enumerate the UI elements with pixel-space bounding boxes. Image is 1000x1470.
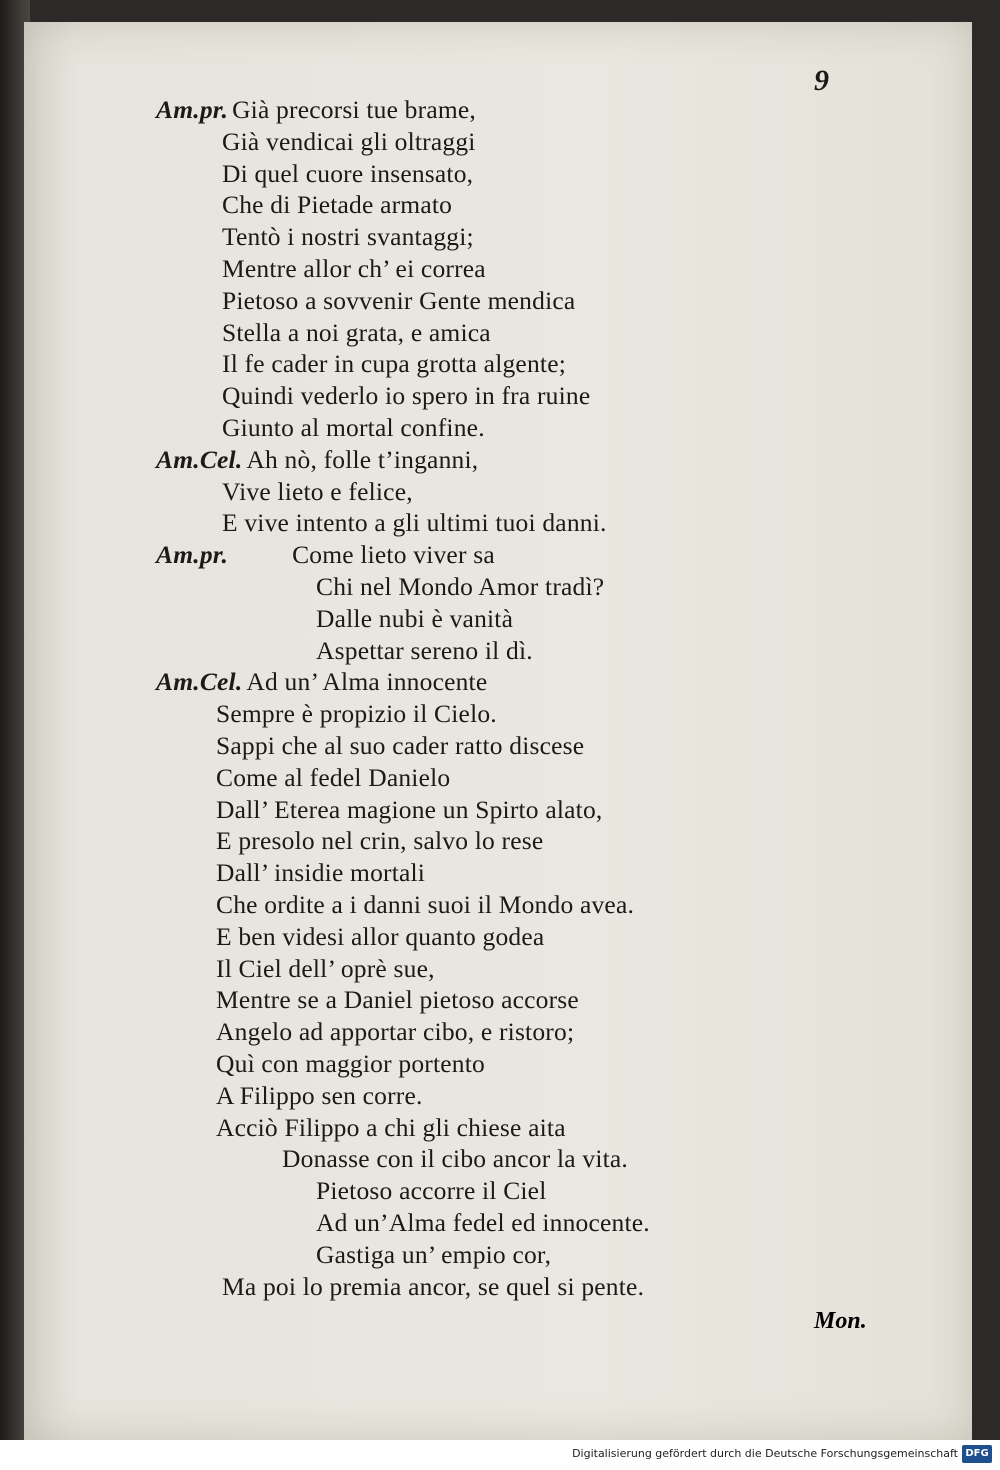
verse-text: E presolo nel crin, salvo lo rese bbox=[216, 826, 544, 856]
verse-text: A Filippo sen corre. bbox=[216, 1080, 423, 1110]
verse-line bbox=[216, 1080, 423, 1112]
verse-line bbox=[156, 444, 478, 476]
verse-text: Giunto al mortal confine. bbox=[222, 413, 485, 442]
verse-text: Sempre è propizio il Cielo. bbox=[216, 699, 497, 729]
speaker-label: Am.Cel. bbox=[156, 667, 243, 697]
catchword: Mon. bbox=[814, 1308, 867, 1334]
verse-text: Vive lieto e felice, bbox=[222, 476, 413, 506]
verse-text: Acciò Filippo a chi gli chiese aita bbox=[216, 1112, 566, 1142]
verse-text: Angelo ad apportar cibo, e ristoro; bbox=[216, 1017, 575, 1047]
speaker-label: Am.Cel. bbox=[156, 444, 243, 474]
verse-text: Pietoso a sovvenir Gente mendica bbox=[222, 285, 576, 315]
verse-text: Quindi vederlo io spero in fra ruine bbox=[222, 381, 591, 411]
verse-text: Sappi che al suo cader ratto discese bbox=[216, 731, 585, 760]
speaker-label: Am.pr. bbox=[156, 540, 229, 570]
verse-line bbox=[156, 666, 487, 698]
speaker-label: Am.pr. bbox=[156, 95, 229, 124]
footer bbox=[0, 1440, 1000, 1470]
verse-line bbox=[222, 1271, 644, 1303]
verse-text: Che di Pietade armato bbox=[222, 190, 453, 220]
verse-line bbox=[222, 158, 473, 190]
verse-line bbox=[156, 94, 476, 126]
verse-line bbox=[222, 380, 590, 412]
verse-text: Ad un’ Alma innocente bbox=[246, 667, 488, 697]
verse-text: Ma poi lo premia ancor, se quel si pente. bbox=[222, 1271, 645, 1301]
verse-line bbox=[222, 285, 575, 317]
verse-line bbox=[222, 253, 486, 285]
verse-line bbox=[216, 825, 543, 857]
verse-text: Come lieto viver sa bbox=[292, 540, 495, 570]
verse-text: Stella a noi grata, e amica bbox=[222, 317, 491, 347]
verse-text: Già precorsi tue brame, bbox=[232, 95, 476, 124]
verse-line bbox=[222, 317, 491, 349]
verse-line bbox=[216, 953, 435, 985]
verse-line bbox=[216, 794, 602, 826]
verse-text: Pietoso accorre il Ciel bbox=[316, 1176, 547, 1206]
verse-text: Il fe cader in cupa grotta algente; bbox=[222, 349, 566, 379]
verse-text: Ah nò, folle t’inganni, bbox=[246, 444, 479, 474]
verse-text: Gastiga un’ empio cor, bbox=[316, 1239, 552, 1269]
verse-line bbox=[222, 348, 566, 380]
verse-line bbox=[316, 1239, 551, 1271]
verse-text: Mentre se a Daniel pietoso accorse bbox=[216, 985, 579, 1015]
page-text bbox=[24, 22, 972, 1440]
verse-text: Il Ciel dell’ oprè sue, bbox=[216, 953, 435, 983]
verse-line bbox=[216, 857, 425, 889]
verse-text: Come al fedel Danielo bbox=[216, 762, 451, 792]
verse-line bbox=[216, 762, 450, 794]
verse-line bbox=[222, 476, 413, 508]
verse-line bbox=[316, 603, 513, 635]
verse-line bbox=[222, 221, 474, 253]
verse-line bbox=[216, 1112, 566, 1144]
verse-text: Che ordite a i danni suoi il Mondo avea. bbox=[216, 890, 635, 919]
verse-text: Donasse con il cibo ancor la vita. bbox=[282, 1144, 628, 1174]
verse-line bbox=[156, 539, 495, 571]
verse-line bbox=[222, 412, 485, 444]
verse-line bbox=[316, 1207, 650, 1239]
verse-line bbox=[316, 635, 533, 667]
verse-line bbox=[216, 1016, 574, 1048]
verse-line bbox=[316, 571, 604, 603]
verse-line bbox=[316, 1175, 547, 1207]
verse-text: Chi nel Mondo Amor tradì? bbox=[316, 572, 605, 601]
book-page bbox=[24, 22, 972, 1440]
verse-text: Di quel cuore insensato, bbox=[222, 158, 474, 188]
verse-line bbox=[216, 1048, 485, 1080]
verse-line bbox=[222, 189, 452, 221]
verse-text: Ad un’Alma fedel ed innocente. bbox=[316, 1208, 650, 1237]
verse-text: E vive intento a gli ultimi tuoi danni. bbox=[222, 508, 607, 538]
verse-line bbox=[216, 698, 497, 730]
verse-text: Dalle nubi è vanità bbox=[316, 603, 514, 633]
verse-text: Tentò i nostri svantaggi; bbox=[222, 222, 474, 252]
page-number: 9 bbox=[814, 64, 830, 97]
verse-line bbox=[282, 1143, 628, 1175]
verse-line bbox=[216, 984, 579, 1016]
verse-line bbox=[216, 889, 634, 921]
verse-text: Dall’ insidie mortali bbox=[216, 858, 426, 888]
verse-text: Mentre allor ch’ ei correa bbox=[222, 254, 486, 283]
verse-text: Aspettar sereno il dì. bbox=[316, 635, 533, 665]
verse-text: Quì con maggior portento bbox=[216, 1049, 485, 1078]
verse-text: E ben videsi allor quanto godea bbox=[216, 921, 545, 951]
verse-text: Dall’ Eterea magione un Spirto alato, bbox=[216, 794, 603, 824]
footer-credit: Digitalisierung gefördert durch die Deutsche Forschungsgemeinschaft bbox=[572, 1447, 958, 1460]
verse-line bbox=[216, 921, 544, 953]
verse-text: Già vendicai gli oltraggi bbox=[222, 126, 476, 156]
verse-line bbox=[222, 126, 476, 158]
dfg-logo-icon: DFG bbox=[962, 1445, 992, 1463]
verse-line bbox=[216, 730, 584, 762]
verse-line bbox=[222, 507, 607, 539]
